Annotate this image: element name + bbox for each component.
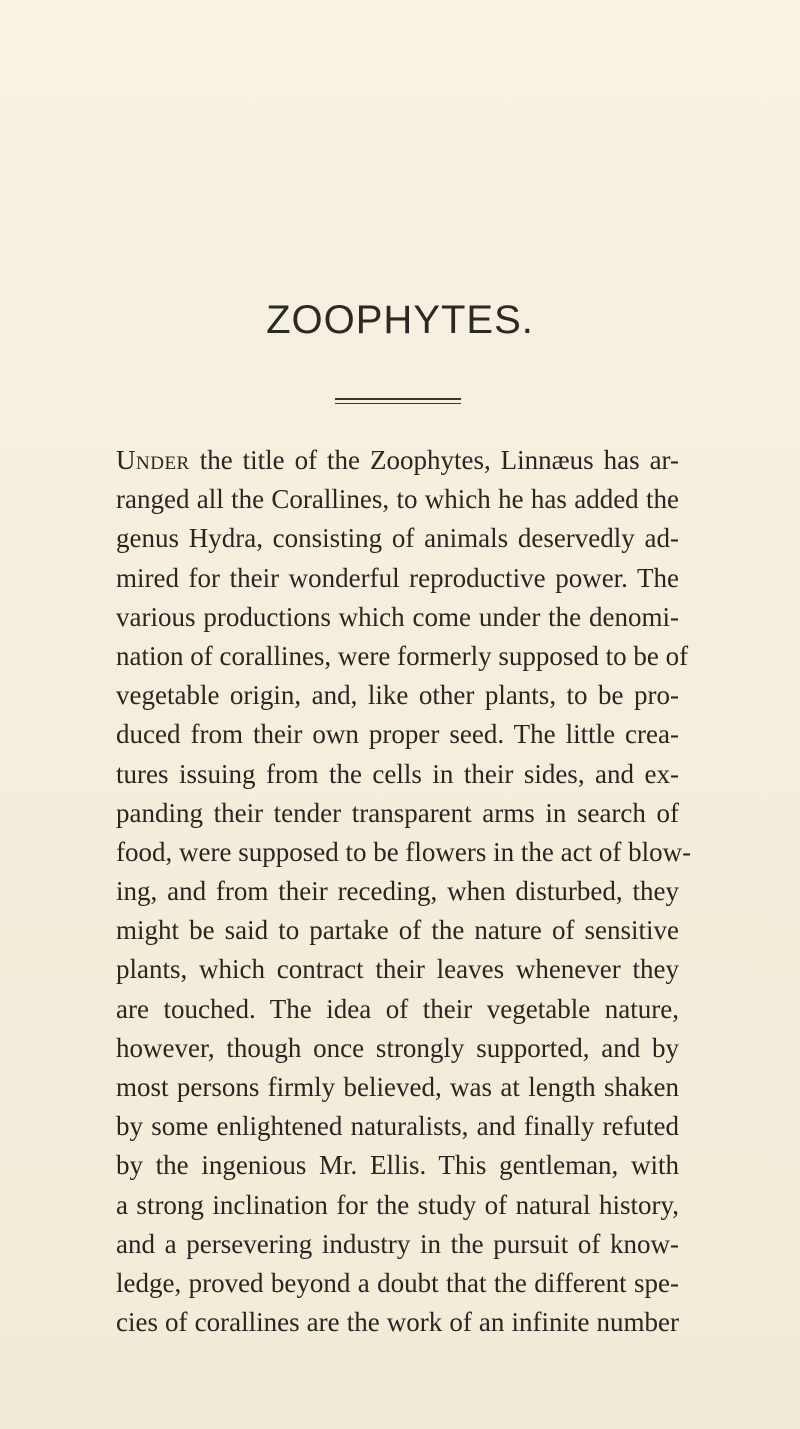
text-line: however, though once strongly supported, and by xyxy=(116,1032,679,1063)
text-line: ing, and from their receding, when disturbed, they xyxy=(116,876,679,907)
text-line: tures issuing from the cells in their sides, and ex- xyxy=(116,758,679,789)
text-line: are touched. The idea of their vegetable nature, xyxy=(116,993,679,1024)
text-line: food, were supposed to be flowers in the act of blow- xyxy=(116,836,692,867)
body-text xyxy=(116,441,692,1342)
text-line: a strong inclination for the study of natural history, xyxy=(116,1189,679,1220)
text-line: most persons firmly believed, was at length shaken xyxy=(116,1072,679,1102)
text-line: Under the title of the Zoophytes, Linnæus has ar- xyxy=(116,445,679,475)
text-line: genus Hydra, consisting of animals deservedly ad- xyxy=(116,523,679,554)
text-line: and a persevering industry in the pursuit of know- xyxy=(116,1228,679,1259)
text-line: plants, which contract their leaves whenever they xyxy=(116,954,679,985)
opening-word: Under xyxy=(116,445,190,475)
text-line: panding their tender transparent arms in search of xyxy=(116,797,679,828)
title-rule xyxy=(335,398,461,400)
text-line: ranged all the Corallines, to which he has added the xyxy=(116,484,679,515)
text-line: duced from their own proper seed. The little crea- xyxy=(116,719,679,750)
page-title: ZOOPHYTES. xyxy=(266,298,534,342)
title-rule-thin xyxy=(335,403,461,404)
text-line: nation of corallines, were formerly supposed to be of xyxy=(116,640,689,671)
text-line: by the ingenious Mr. Ellis. This gentleman, with xyxy=(116,1150,679,1181)
text-line: cies of corallines are the work of an infinite number xyxy=(116,1307,679,1338)
text-line: various productions which come under the denomi- xyxy=(116,601,679,632)
text-line: mired for their wonderful reproductive power. The xyxy=(116,562,679,593)
text-line: by some enlightened naturalists, and finally refuted xyxy=(116,1111,679,1142)
text-line: ledge, proved beyond a doubt that the different spe- xyxy=(116,1267,679,1298)
text-line: vegetable origin, and, like other plants, to be pro- xyxy=(116,680,679,711)
text-line: might be said to partake of the nature of sensitive xyxy=(116,915,679,946)
